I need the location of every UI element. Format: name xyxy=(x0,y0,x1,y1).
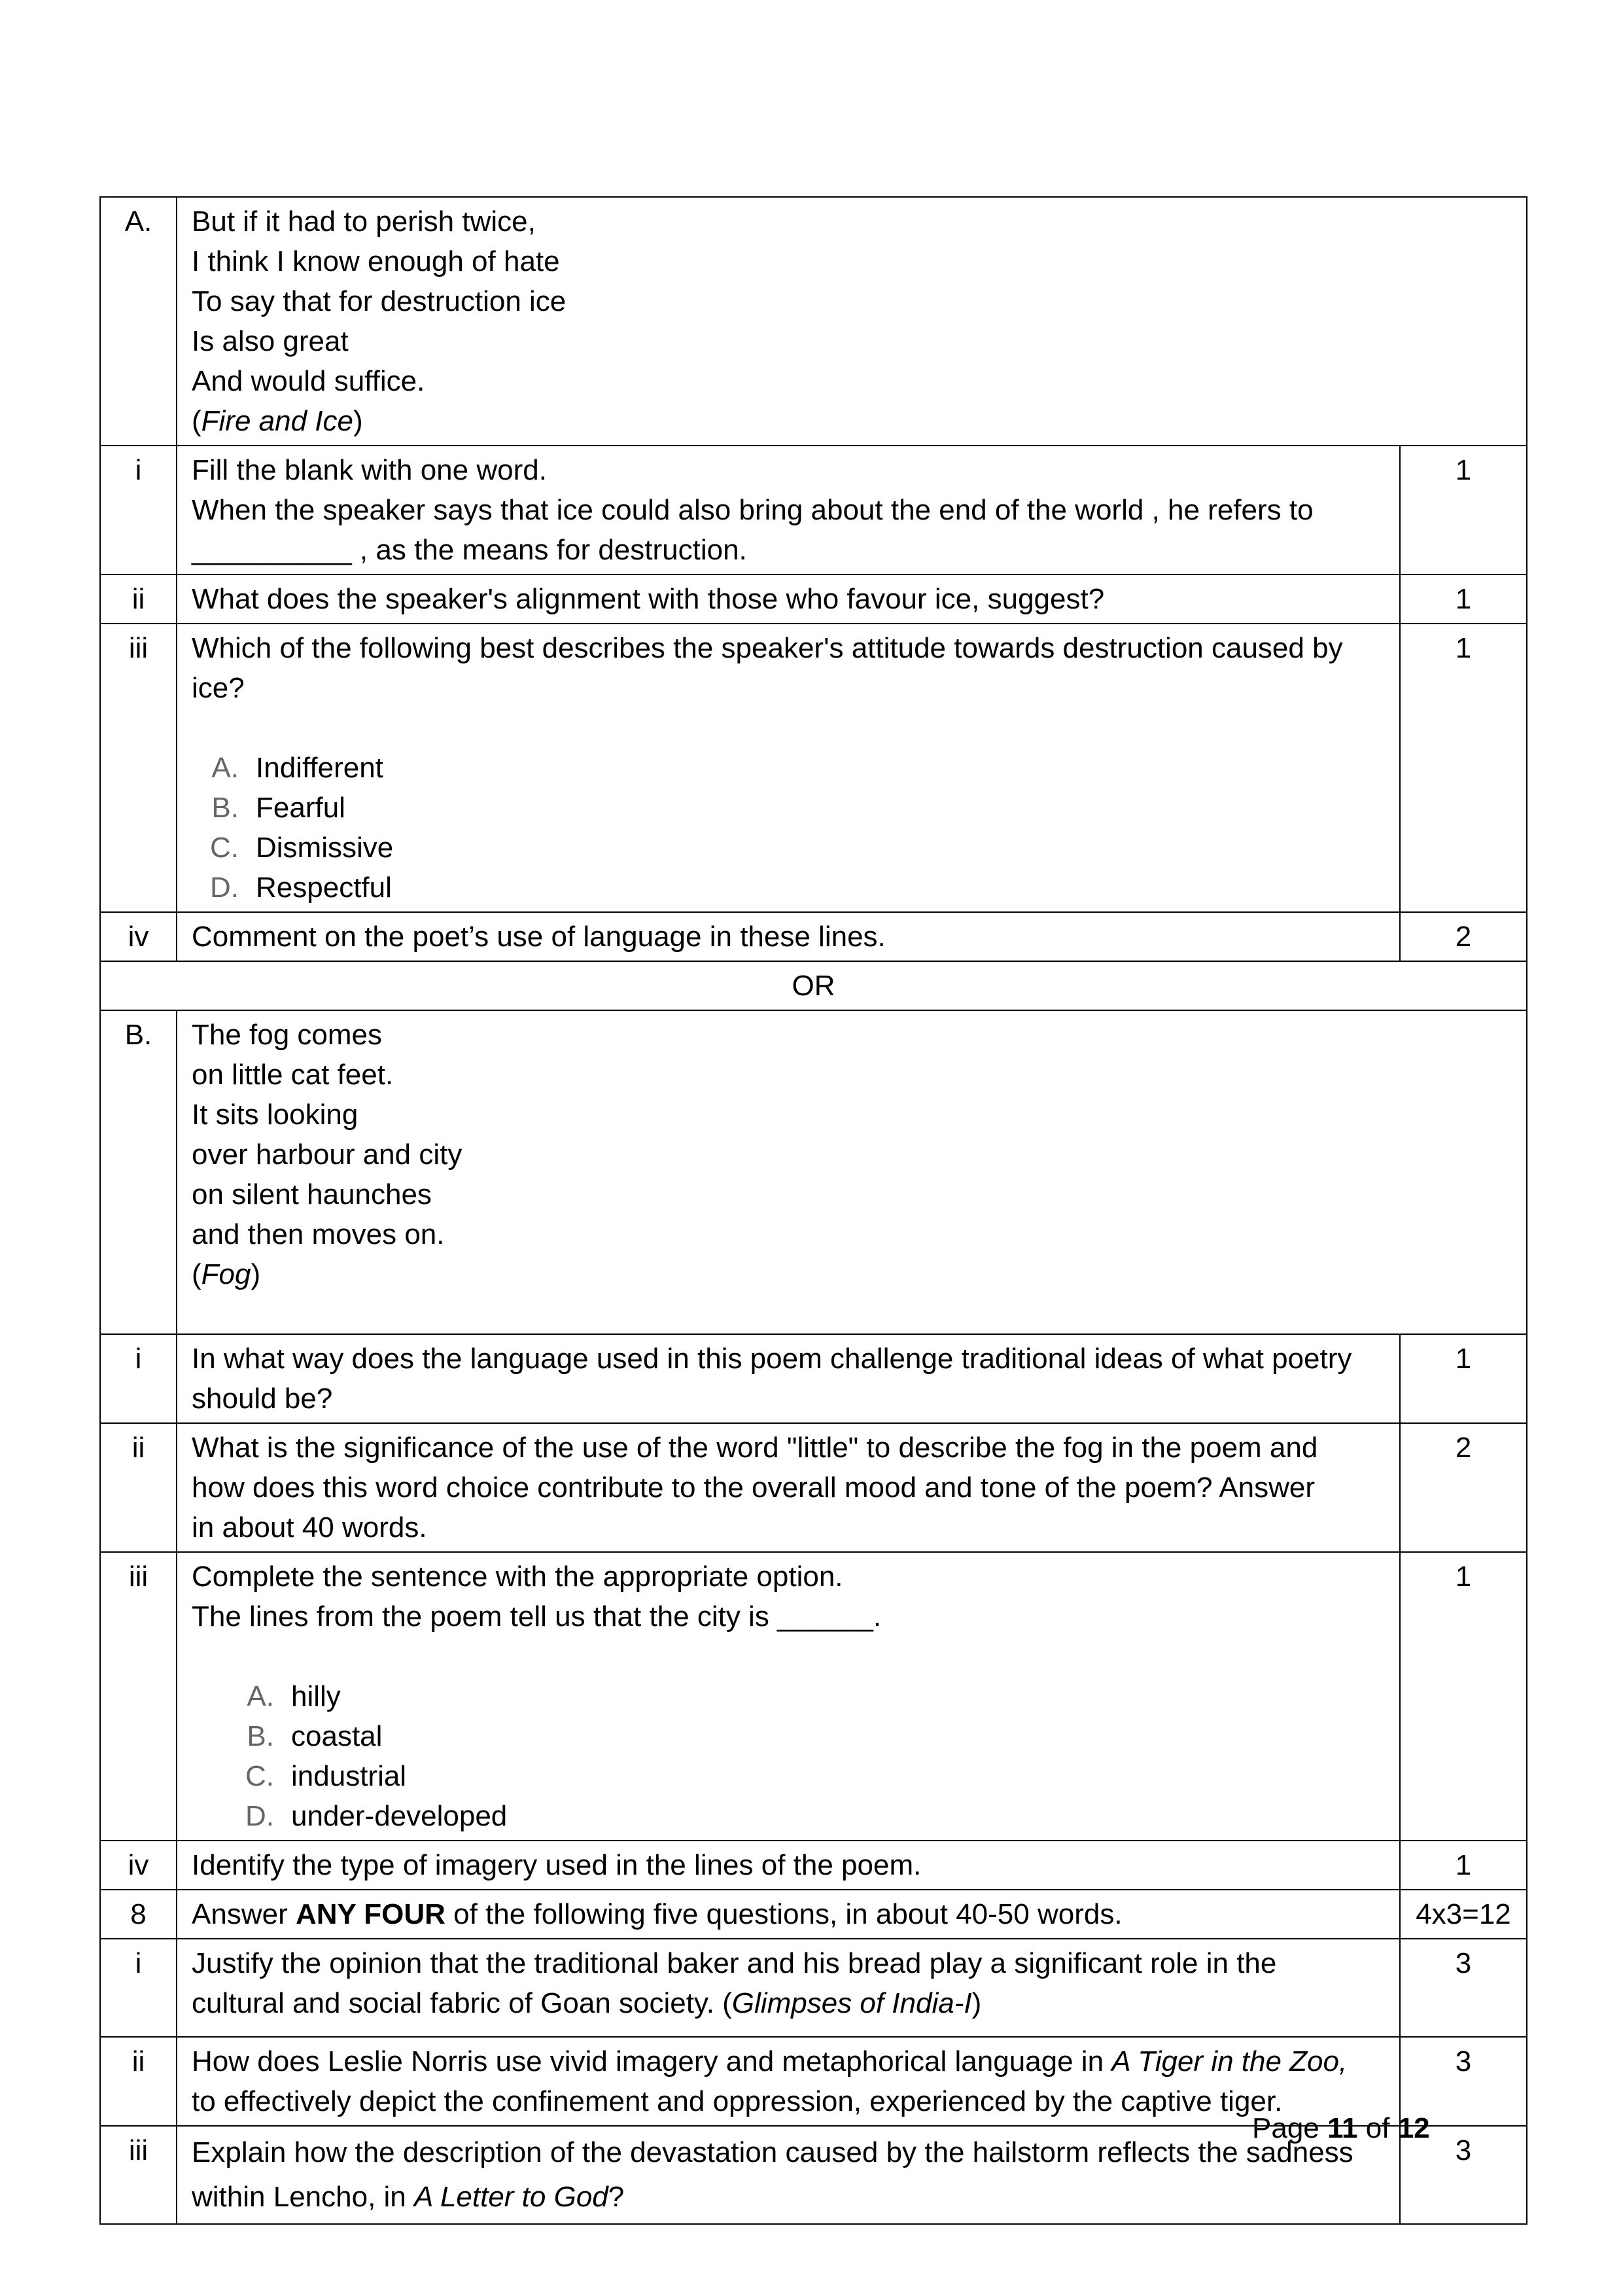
question-marks: 1 xyxy=(1400,1841,1527,1890)
question-number: iv xyxy=(100,1841,177,1890)
page-total: 12 xyxy=(1397,2112,1430,2144)
poem-source: (Fire and Ice) xyxy=(192,405,363,437)
section-a-passage xyxy=(177,197,1527,446)
or-row xyxy=(100,961,1527,1010)
question-number: 8 xyxy=(100,1890,177,1939)
option-item: C. industrial xyxy=(245,1760,407,1792)
question-number: ii xyxy=(100,1423,177,1552)
question-number: i xyxy=(100,1334,177,1423)
option-item: D. Respectful xyxy=(210,872,392,904)
section-b-passage-row xyxy=(100,1010,1527,1334)
question-number: iii xyxy=(100,2126,177,2224)
question-number: iii xyxy=(100,1552,177,1841)
question-marks: 2 xyxy=(1400,912,1527,961)
poem-line: over harbour and city xyxy=(192,1139,462,1171)
question-marks: 3 xyxy=(1400,1939,1527,2037)
question-text: What does the speaker's alignment with those who favour ice, suggest? xyxy=(177,574,1400,624)
option-item: B. Fearful xyxy=(211,792,345,824)
question-marks: 4x3=12 xyxy=(1400,1890,1527,1939)
option-item: C. Dismissive xyxy=(210,832,394,864)
option-list xyxy=(227,1676,1385,1836)
question-row xyxy=(100,1334,1527,1423)
section-a-label: A. xyxy=(100,197,177,446)
question-number: i xyxy=(100,1939,177,2037)
question-text: How does Leslie Norris use vivid imagery and metaphorical language in A Tiger in the Zoo, to effectively depict the confinement and oppression, experienced by the captive tiger. xyxy=(177,2037,1400,2126)
poem-line: But if it had to perish twice, xyxy=(192,205,536,238)
poem-line: I think I know enough of hate xyxy=(192,245,560,277)
option-item: A. Indifferent xyxy=(211,752,383,784)
page-word: Page xyxy=(1252,2112,1319,2144)
of-word: of xyxy=(1365,2112,1390,2144)
poem-line: It sits looking xyxy=(192,1099,358,1131)
question-number: ii xyxy=(100,574,177,624)
question-marks: 1 xyxy=(1400,446,1527,574)
poem-line: Is also great xyxy=(192,325,349,357)
poem-line: To say that for destruction ice xyxy=(192,285,567,317)
section-b-label: B. xyxy=(100,1010,177,1334)
option-item: B. coastal xyxy=(247,1720,383,1752)
poem-line: The fog comes xyxy=(192,1019,383,1051)
question-text: In what way does the language used in this poem challenge traditional ideas of what poetry should be? xyxy=(177,1334,1400,1423)
question-table xyxy=(99,196,1527,2225)
poem-line: And would suffice. xyxy=(192,365,425,397)
question-row xyxy=(100,912,1527,961)
question-text: Which of the following best describes the speaker's attitude towards destruction caused by ice? A. Indifferent B. Fearful C. Dismissive D. Respectful xyxy=(177,624,1400,912)
option-item: D. under-developed xyxy=(245,1800,508,1832)
question-8-row xyxy=(100,1890,1527,1939)
poem-source: (Fog) xyxy=(192,1258,261,1290)
question-number: ii xyxy=(100,2037,177,2126)
question-row xyxy=(100,574,1527,624)
question-row xyxy=(100,1841,1527,1890)
question-text: Comment on the poet’s use of language in these lines. xyxy=(177,912,1400,961)
question-marks: 3 xyxy=(1400,2037,1527,2126)
page-number: 11 xyxy=(1327,2112,1358,2144)
option-list xyxy=(192,748,1385,908)
question-number: i xyxy=(100,446,177,574)
question-marks: 1 xyxy=(1400,1334,1527,1423)
option-item: A. hilly xyxy=(247,1680,341,1712)
question-text: Identify the type of imagery used in the lines of the poem. xyxy=(177,1841,1400,1890)
question-row xyxy=(100,446,1527,574)
question-marks: 1 xyxy=(1400,624,1527,912)
poem-line: on little cat feet. xyxy=(192,1059,394,1091)
question-marks: 1 xyxy=(1400,1552,1527,1841)
question-marks: 3 xyxy=(1400,2126,1527,2224)
section-a-passage-row xyxy=(100,197,1527,446)
question-text: Explain how the description of the devastation caused by the hailstorm reflects the sadness within Lencho, in A Letter to God? xyxy=(177,2126,1400,2224)
question-number: iv xyxy=(100,912,177,961)
question-row xyxy=(100,624,1527,912)
question-row xyxy=(100,1423,1527,1552)
question-marks: 1 xyxy=(1400,574,1527,624)
question-text: Justify the opinion that the traditional baker and his bread play a significant role in the cultural and social fabric of Goan society. (Glimpses of India-I) xyxy=(177,1939,1400,2037)
section-b-passage xyxy=(177,1010,1527,1334)
poem-line: on silent haunches xyxy=(192,1178,432,1210)
page-footer xyxy=(1252,2112,1430,2145)
question-text: Complete the sentence with the appropriate option. The lines from the poem tell us that the city is ______. A. hilly B. coastal C. industrial D. under-developed xyxy=(177,1552,1400,1841)
question-text: What is the significance of the use of the word "little" to describe the fog in the poem and how does this word choice contribute to the overall mood and tone of the poem? Answer in about 40 words. xyxy=(177,1423,1400,1552)
question-row xyxy=(100,1939,1527,2037)
or-divider: OR xyxy=(100,961,1527,1010)
question-text: Fill the blank with one word. When the speaker says that ice could also bring about the end of the world , he refers to __________ , as the means for destruction. xyxy=(177,446,1400,574)
question-number: iii xyxy=(100,624,177,912)
question-row xyxy=(100,1552,1527,1841)
question-marks: 2 xyxy=(1400,1423,1527,1552)
question-text: Answer ANY FOUR of the following five questions, in about 40-50 words. xyxy=(177,1890,1400,1939)
poem-line: and then moves on. xyxy=(192,1218,445,1250)
